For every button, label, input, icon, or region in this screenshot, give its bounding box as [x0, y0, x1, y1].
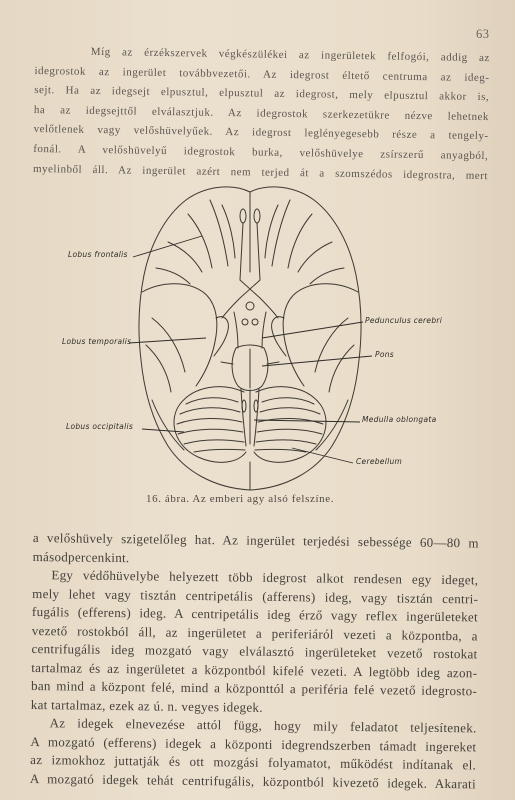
leader-line-pedunculus [262, 322, 363, 338]
text-line: centrifugális ideg mozgató vagy elválasztó ingerületeket vezető rostokat [31, 640, 478, 662]
page-number: 63 [476, 27, 490, 41]
text-line: másodpercenkint. [32, 548, 130, 565]
temporal-gyri-left [146, 318, 185, 450]
olfactory-bulb-right [254, 209, 260, 223]
text-line: fugális (efferens) ideg. A centripetális ideg érző vagy reflex ingerületeket [31, 603, 479, 625]
text-line: mely lehet vagy tisztán centripetális (afferens) ideg, vagy tisztán centri- [32, 585, 479, 606]
temporal-gyri-right [315, 318, 354, 450]
temporal-pole-right [283, 284, 358, 386]
label-lobus-frontalis: Lobus frontalis [68, 250, 128, 259]
hypophysis-stalk [246, 302, 254, 310]
text-line: Egy védőhüvelybe helyezett több idegrost alkot rendesen egy ideget, [51, 567, 479, 588]
label-lobus-occipitalis: Lobus occipitalis [66, 422, 134, 431]
leader-line-frontalis [133, 236, 202, 257]
text-line: vezető rostokból áll, az ingerületet a periferiáról vezeti a központba, a [31, 622, 478, 643]
text-line: a velőshüvely szigetelőleg hat. Az ingerület terjedési sebessége 60—80 m [32, 529, 479, 551]
figure-caption: 16. ábra. Az emberi agy alsó felszíne. [146, 493, 335, 505]
mammillary-body-left [242, 319, 248, 325]
label-pedunculus-cerebri: Pedunculus cerebri [365, 316, 443, 325]
text-line: az izmokhoz juttatják és ott mozgási folyamatot, működést indítanak el. [30, 751, 477, 773]
label-cerebellum: Cerebellum [356, 457, 403, 466]
label-lobus-temporalis: Lobus temporalis [62, 337, 132, 346]
label-pons: Pons [375, 350, 394, 359]
olfactory-bulb-left [240, 209, 246, 223]
mammillary-body-right [252, 319, 258, 325]
leader-line-temporalis [129, 338, 206, 343]
leader-line-occipitalis [142, 429, 184, 432]
text-line: fonál. A velőshüvelyű idegrostok burka, velőshüvelye zsírszerű anyagból, [33, 142, 489, 163]
text-line: ha az idegsejttől elválasztjuk. Az idegrostok szerkezetükre nézve lehetnek [33, 103, 489, 123]
text-line: Az idegek elnevezése attól függ, hogy mily feladatot teljesítenek. [49, 715, 477, 736]
text-line: ban mind a központ felé, mind a központtól a periféria felé vezető idegrosto- [30, 677, 478, 699]
label-medulla-oblongata: Medulla oblongata [362, 415, 437, 424]
text-line: velőtlenek vagy velőshüvelyűek. Az idegrost leglényegesebb része a tengely- [33, 123, 489, 143]
cerebellar-folia-left [177, 398, 245, 452]
frontal-gyri-right [265, 200, 344, 284]
text-line: myelinből áll. Az ingerület azért nem terjed át a szomszédos idegrostra, mert [32, 162, 489, 182]
text-line: sejt. Ha az idegsejt elpusztul, elpusztul az idegrost, mely elpusztul akkor is, [34, 84, 490, 104]
text-line: tartalmaz és az ingerületet a központból kifelé vezeti. A legtöbb ideg azon- [31, 659, 478, 680]
leader-line-cerebellum [292, 448, 353, 463]
intro-paragraph [33, 42, 490, 186]
cerebellar-folia-right [255, 398, 323, 452]
brain-drawing [139, 187, 361, 490]
cerebral-peduncles [234, 312, 266, 348]
text-line: A mozgató (efferens) idegek a központi idegrendszerben támadt ingereket [30, 733, 477, 754]
text-line: idegrostok az ingerület továbbvezetői. Az idegrost éltető centruma az ideg- [34, 64, 490, 84]
text-line: kat tartalmaz, ezek az ú. n. vegyes idegek. [30, 696, 263, 715]
optic-chiasm [222, 280, 278, 318]
medulla-oblongata [241, 389, 259, 446]
frontal-gyri-left [156, 200, 235, 284]
temporal-pole-left [142, 284, 217, 386]
text-line: Míg az érzékszervek végkészülékei az ingerületek felfogói, addig az [90, 45, 490, 65]
text-line: A mozgató idegek tehát centrifugális, központból kivezető idegek. Akarati [29, 770, 477, 791]
body-text [30, 529, 479, 793]
